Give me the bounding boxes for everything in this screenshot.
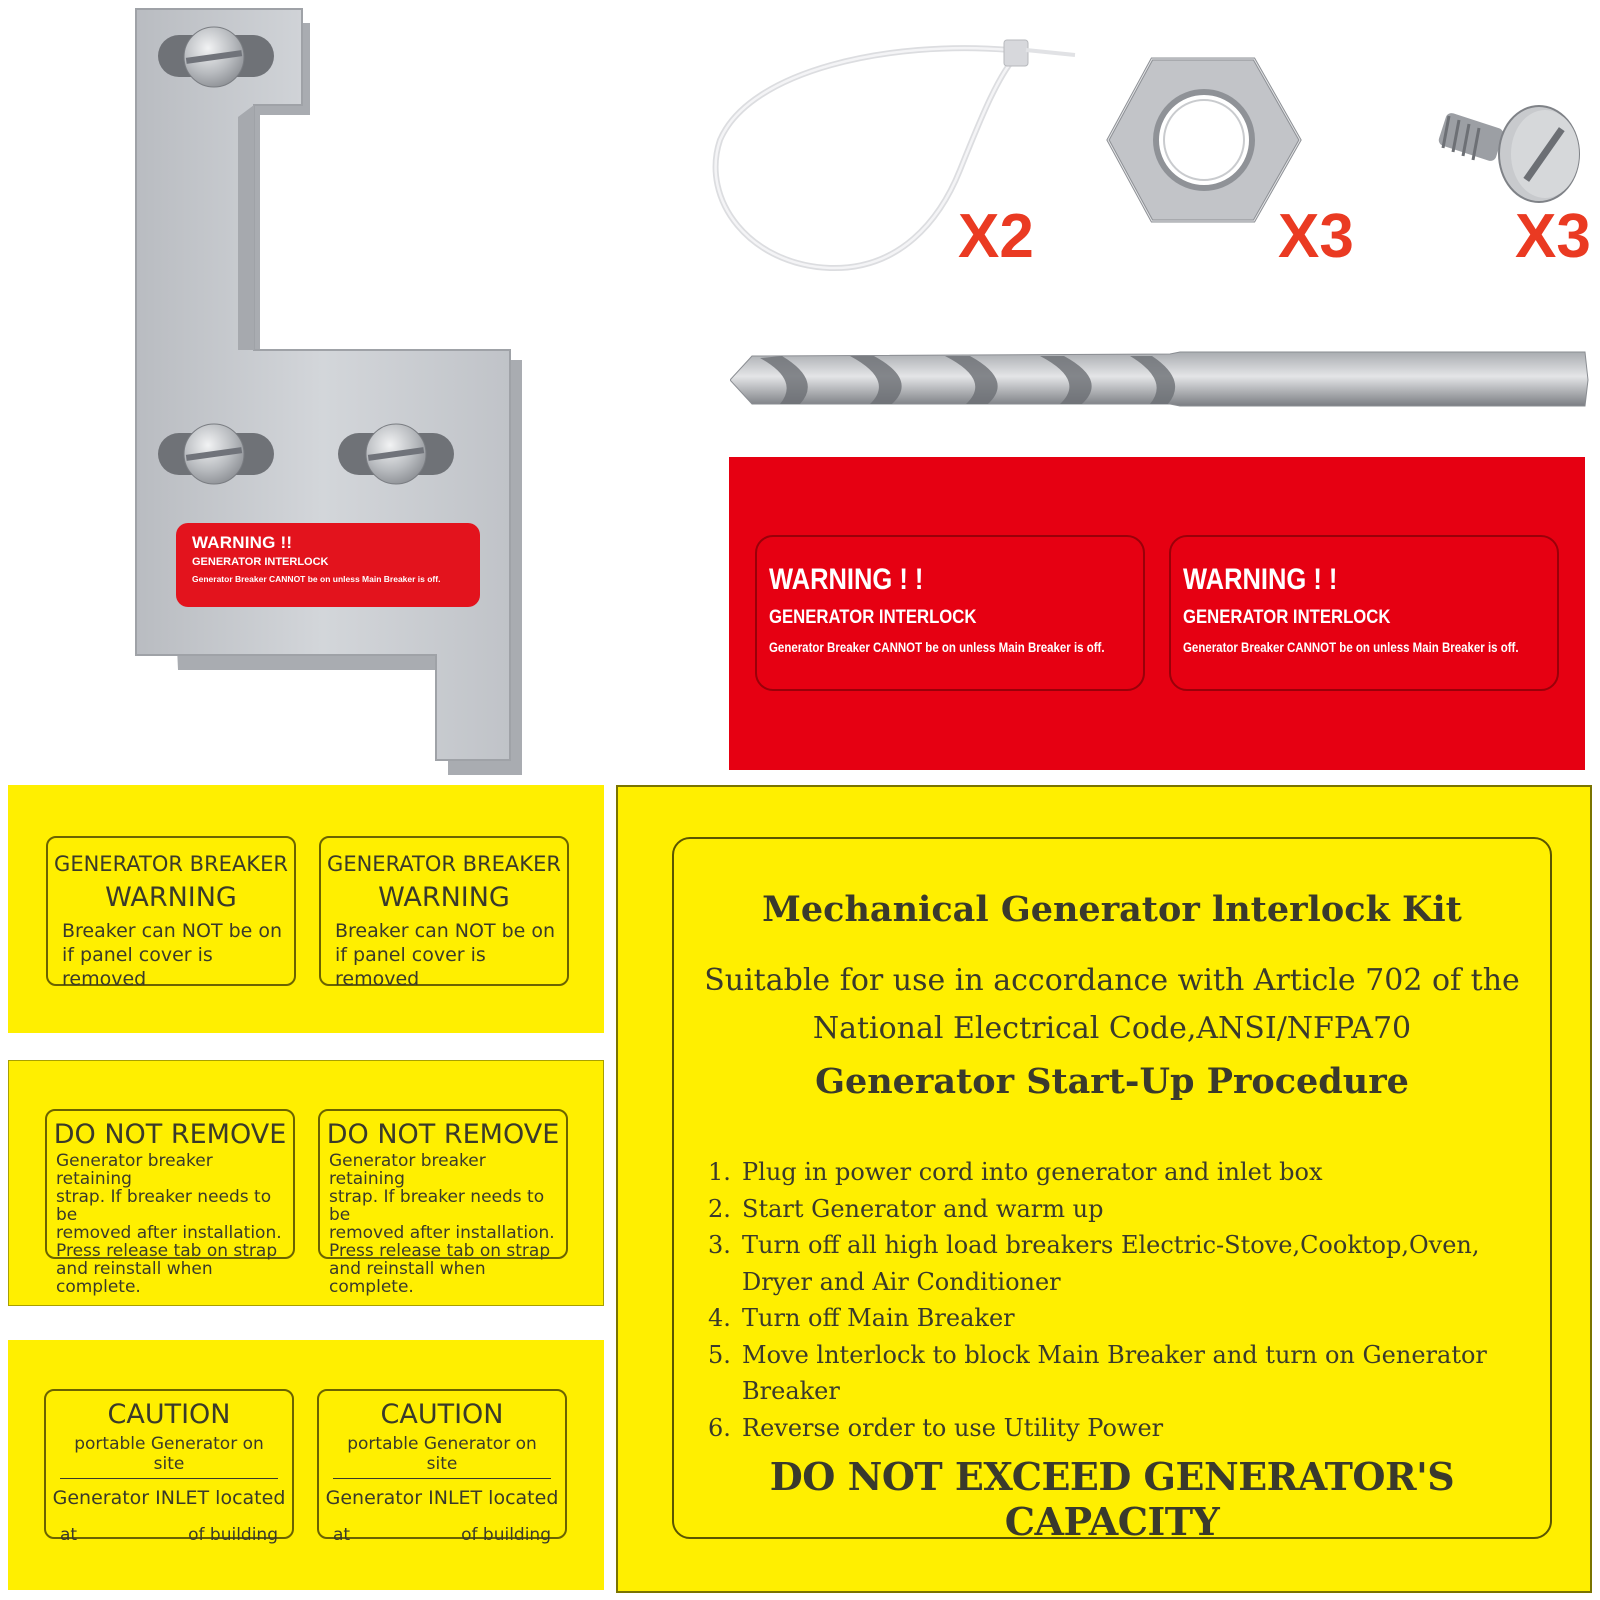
caution-line: portable Generator on site [333,1434,551,1479]
do-not-remove-sticker-sheet [8,1060,604,1306]
interlock-plate [130,5,530,785]
red-warning-detail: Generator Breaker CANNOT be on unless Main Breaker is off. [769,639,1105,655]
do-not-remove-text: Generator breaker retaining strap. If breaker needs to be removed after installation. Press release tab on strap and reinstall when complete. [329,1151,555,1297]
procedure-step: 6. Reverse order to use Utility Power [708,1413,1164,1442]
generator-breaker-sticker [319,836,569,990]
generator-breaker-warning: WARNING [105,882,237,913]
caution-heading: CAUTION [380,1399,504,1430]
generator-breaker-heading: GENERATOR BREAKER [54,852,288,876]
caution-sticker [44,1389,294,1545]
generator-breaker-warning: WARNING [378,882,510,913]
red-warning-subtitle: GENERATOR INTERLOCK [1183,607,1391,628]
do-not-remove-sticker [318,1109,568,1297]
red-warning-sticker [1169,535,1559,691]
plate-warning-subtitle: GENERATOR INTERLOCK [192,556,329,568]
procedure-step: 3. Turn off all high load breakers Electric-Stove,Cooktop,Oven, Dryer and Air Conditioner [708,1231,1480,1296]
do-not-remove-text: Generator breaker retaining strap. If breaker needs to be removed after installation. Press release tab on strap and reinstall when complete. [56,1151,282,1297]
screw [366,424,426,484]
plate-warning-detail: Generator Breaker CANNOT be on unless Main Breaker is off. [192,574,441,584]
red-warning-detail: Generator Breaker CANNOT be on unless Main Breaker is off. [1183,639,1519,655]
slotted-screw [1437,98,1587,208]
capacity-warning: DO NOT EXCEED GENERATOR'S CAPACITY [769,1454,1455,1544]
procedure-step: 2. Start Generator and warm up [708,1194,1104,1223]
drill-bit [730,340,1590,420]
caution-line: portable Generator on site [60,1434,278,1479]
screw [184,424,244,484]
generator-breaker-line: if panel cover is removed [62,944,213,990]
red-warning-title: WARNING ! ! [769,563,924,596]
procedure-step: 1. Plug in power cord into generator and inlet box [708,1158,1323,1186]
plate-warning-title: WARNING !! [192,533,293,552]
screw [184,27,244,87]
generator-breaker-sticker [46,836,296,990]
caution-line: Generator INLET located [325,1487,559,1509]
procedure-step: 5. Move lnterlock to block Main Breaker and turn on Generator Breaker [708,1340,1487,1405]
slotted-screw-quantity: X3 [1515,202,1591,271]
zip-tie-quantity: X2 [958,202,1034,271]
caution-location-row: at of building [333,1525,551,1545]
red-warning-sticker [755,535,1145,691]
generator-breaker-line: if panel cover is removed [335,944,486,990]
generator-breaker-line: Breaker can NOT be on [335,920,556,942]
instruction-sticker-sheet [616,785,1592,1593]
procedure-steps [708,1154,1550,1446]
caution-location-row: at of building [60,1525,278,1545]
caution-sticker-sheet [8,1340,604,1590]
hex-nut [1104,55,1304,225]
red-warning-sticker-sheet [729,457,1585,770]
do-not-remove-heading: DO NOT REMOVE [53,1119,287,1150]
caution-line: Generator INLET located [52,1487,286,1509]
generator-breaker-heading: GENERATOR BREAKER [327,852,561,876]
procedure-title: Generator Start-Up Procedure [815,1061,1409,1102]
code-compliance-text: Suitable for use in accordance with Article 702 of the National Electrical Code,ANSI/NFPA70 [704,963,1520,1046]
do-not-remove-heading: DO NOT REMOVE [326,1119,560,1150]
caution-sticker [317,1389,567,1545]
plate-warning-label [176,523,480,607]
kit-title: Mechanical Generator lnterlock Kit [762,889,1462,930]
instruction-sticker [672,837,1552,1544]
generator-breaker-sticker-sheet [8,785,604,1033]
caution-heading: CAUTION [107,1399,231,1430]
procedure-step: 4. Turn off Main Breaker [708,1304,1015,1332]
red-warning-subtitle: GENERATOR INTERLOCK [769,607,977,628]
red-warning-title: WARNING ! ! [1183,563,1338,596]
do-not-remove-sticker [45,1109,295,1297]
generator-breaker-line: Breaker can NOT be on [62,920,283,942]
hex-nut-quantity: X3 [1278,202,1354,271]
